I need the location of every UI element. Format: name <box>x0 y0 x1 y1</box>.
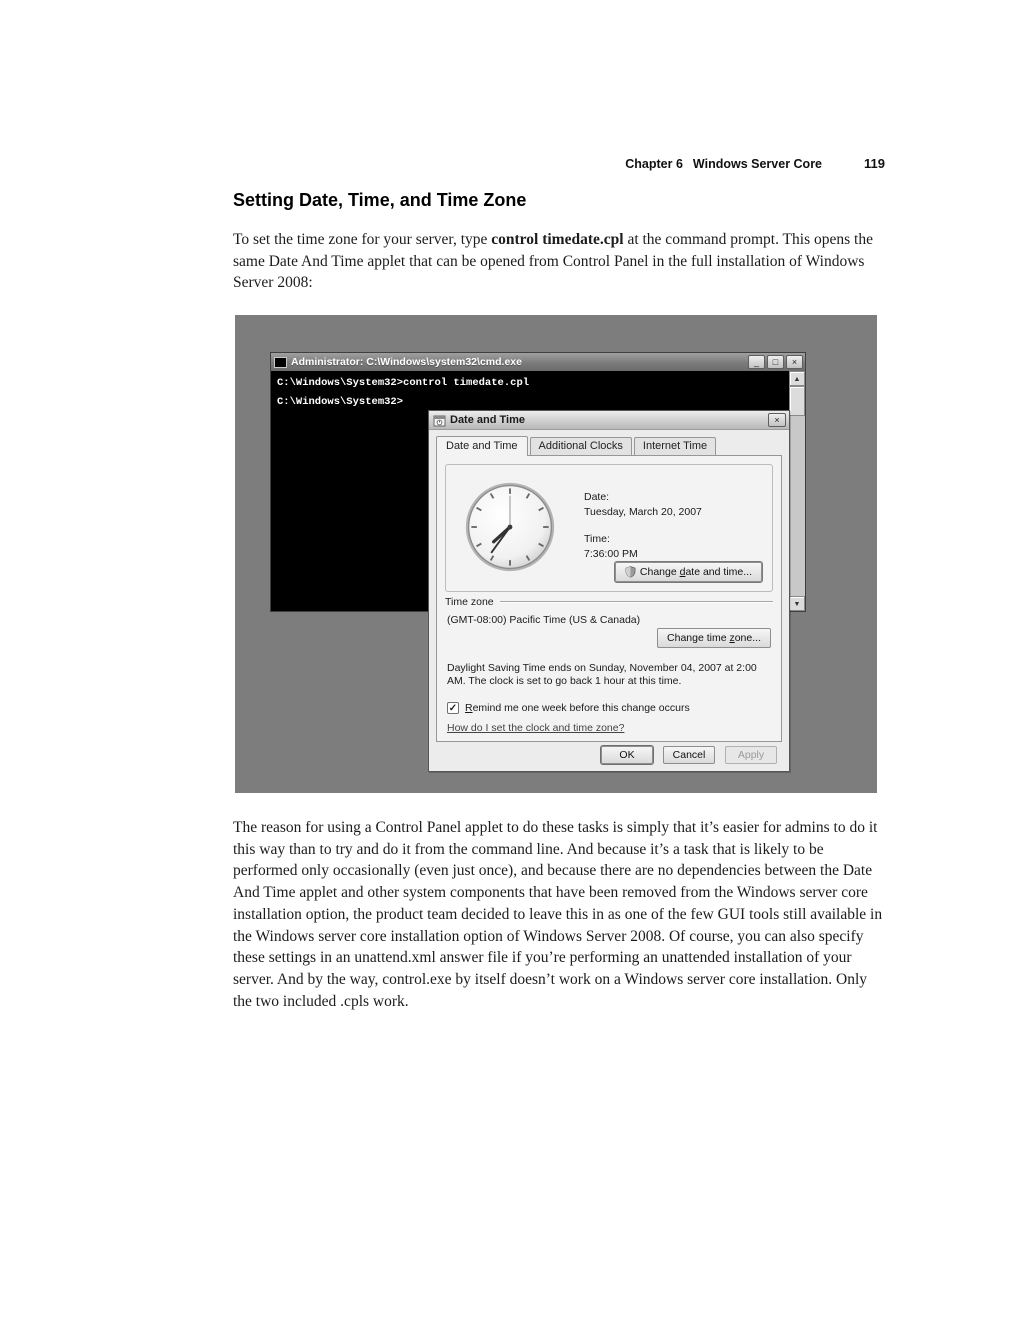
apply-button: Apply <box>725 746 777 764</box>
dialog-button-row <box>601 746 777 764</box>
date-time-dialog <box>428 410 790 772</box>
page-number: 119 <box>864 156 885 171</box>
scroll-up-icon[interactable]: ▲ <box>789 371 805 386</box>
running-head <box>233 156 885 171</box>
time-zone-separator <box>445 596 773 608</box>
scroll-thumb[interactable] <box>789 386 805 416</box>
ok-button[interactable]: OK <box>601 746 653 764</box>
dst-note: Daylight Saving Time ends on Sunday, November 04, 2007 at 2:00 AM. The clock is set to go back 1 hour at this time. <box>447 662 757 687</box>
help-link[interactable]: How do I set the clock and time zone? <box>447 722 625 734</box>
time-zone-value: (GMT-08:00) Pacific Time (US & Canada) <box>447 614 641 626</box>
intro-paragraph <box>233 229 888 294</box>
intro-text-post: at the command prompt. This opens the same Date And Time applet that can be opened from Control Panel in the full installation of Windows Server 2008: <box>233 231 873 292</box>
console-prompt-line: C:\Windows\System32> <box>277 396 404 408</box>
clock-group <box>445 464 773 592</box>
running-head-title: Windows Server Core <box>692 157 823 171</box>
remind-checkbox-label: Remind me one week before this change occurs <box>465 702 690 714</box>
date-label: Date: <box>584 491 610 503</box>
time-label: Time: <box>584 533 610 545</box>
change-date-time-label: Change date and time... <box>639 566 752 578</box>
tab-date-and-time[interactable]: Date and Time <box>436 436 528 456</box>
dialog-close-button[interactable]: × <box>768 413 786 427</box>
scrollbar[interactable] <box>789 371 805 611</box>
cancel-button[interactable]: Cancel <box>663 746 715 764</box>
minimize-button[interactable]: _ <box>748 355 765 369</box>
tab-additional-clocks[interactable]: Additional Clocks <box>530 437 632 455</box>
time-value: 7:36:00 PM <box>584 548 638 560</box>
uac-shield-icon <box>625 566 636 578</box>
section-heading: Setting Date, Time, and Time Zone <box>233 190 527 210</box>
date-time-tab-page <box>436 455 782 742</box>
maximize-button[interactable]: □ <box>767 355 784 369</box>
tab-strip <box>436 436 789 455</box>
analog-clock <box>464 481 556 573</box>
checkbox-checked-icon: ✓ <box>448 703 458 714</box>
date-value: Tuesday, March 20, 2007 <box>584 506 702 518</box>
cmd-icon <box>274 357 287 368</box>
scroll-down-icon[interactable]: ▼ <box>789 596 805 611</box>
close-button[interactable]: × <box>786 355 803 369</box>
intro-command-text: control timedate.cpl <box>491 231 624 248</box>
console-command-line: C:\Windows\System32>control timedate.cpl <box>277 377 530 389</box>
dialog-title: Date and Time <box>450 414 525 426</box>
dialog-titlebar[interactable] <box>429 411 789 430</box>
cmd-titlebar[interactable] <box>271 353 805 371</box>
screenshot-figure <box>235 315 877 793</box>
tab-internet-time[interactable]: Internet Time <box>634 437 716 455</box>
remind-checkbox[interactable] <box>447 702 690 714</box>
cmd-window-title: Administrator: C:\Windows\system32\cmd.exe <box>291 356 522 368</box>
cmd-window-controls <box>748 355 803 369</box>
separator-line <box>500 601 773 603</box>
running-head-chapter: Chapter 6 <box>625 157 683 171</box>
time-zone-group-label: Time zone <box>445 596 494 608</box>
intro-text-pre: To set the time zone for your server, type <box>233 231 492 248</box>
change-time-zone-button[interactable] <box>657 628 771 648</box>
date-time-icon <box>433 414 446 427</box>
change-date-time-button[interactable] <box>615 562 762 582</box>
body-paragraph: The reason for using a Control Panel applet to do these tasks is simply that it’s easier for admins to do it this way than to try and do it from the command line. And because it’s a task that is likely to be performed only occasionally (even just once), and because there are no dependencies between the Date And Time applet and other system components that have been removed from the Windows server core installation option, the product team decided to leave this in as one of the few GUI tools still available in the Windows server core installation option of Windows Server 2008. Of course, you can also specify these settings in an unattend.xml answer file if you’re performing an unattended installation of your server. And by the way, control.exe by itself doesn’t work on a Windows server core installation. Only the two included .cpls work. <box>233 819 883 1010</box>
change-time-zone-label: Change time zone... <box>667 632 761 644</box>
